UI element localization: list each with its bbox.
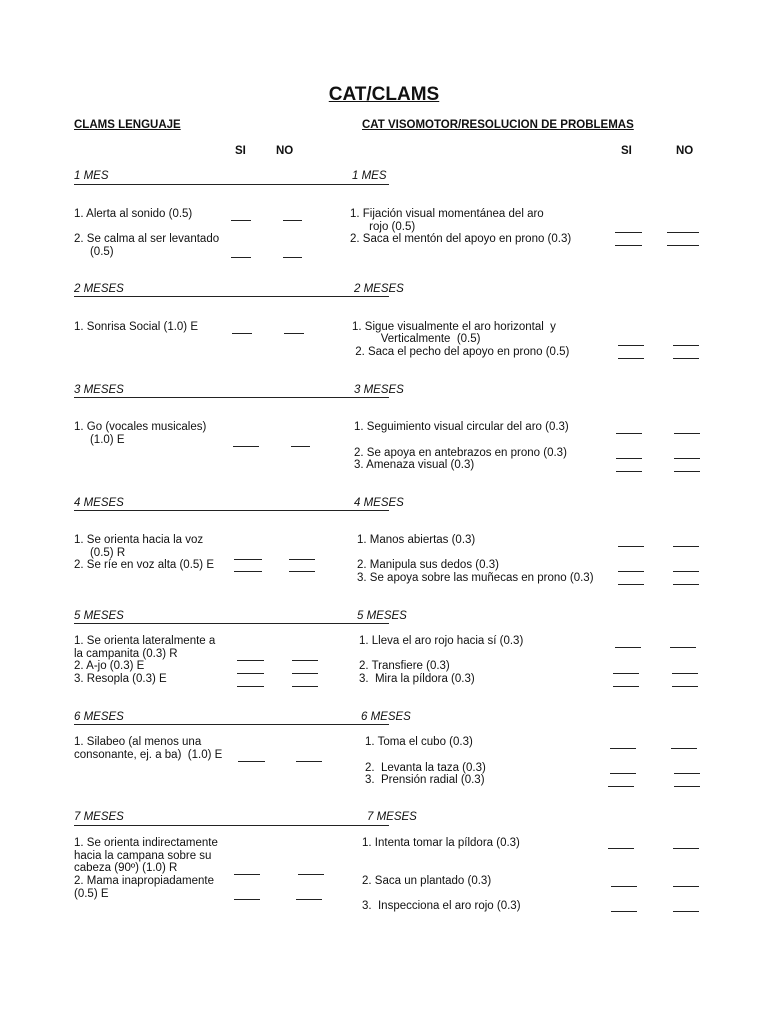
answer-blank-no[interactable] [292, 673, 318, 674]
answer-blank-si[interactable] [611, 886, 637, 887]
answer-blank-no[interactable] [667, 232, 699, 233]
answer-blank-si[interactable] [610, 748, 636, 749]
section-divider [74, 724, 389, 725]
section-divider [74, 825, 389, 826]
answer-blank-si[interactable] [616, 433, 642, 434]
item-text: 2. Saca el mentón del apoyo en prono (0.3) [350, 233, 572, 245]
answer-blank-si[interactable] [231, 257, 251, 258]
section-title-left: 2 MESES [74, 283, 124, 295]
section-title-left: 3 MESES [74, 384, 124, 396]
answer-blank-no[interactable] [296, 899, 322, 900]
section-divider [74, 623, 389, 624]
item-text: la campanita (0.3) R [74, 648, 178, 660]
item-text: 1. Toma el cubo (0.3) [365, 736, 473, 748]
item-text: 1. Sonrisa Social (1.0) E [74, 321, 199, 333]
answer-blank-si[interactable] [608, 848, 634, 849]
item-text: 3. Mira la píldora (0.3) [359, 673, 475, 685]
answer-blank-no[interactable] [674, 786, 700, 787]
answer-blank-si[interactable] [616, 471, 642, 472]
answer-blank-no[interactable] [673, 911, 699, 912]
answer-blank-si[interactable] [613, 686, 639, 687]
answer-blank-si[interactable] [237, 673, 264, 674]
answer-blank-no[interactable] [674, 458, 700, 459]
section-title-right: 5 MESES [357, 610, 407, 622]
item-text: 1. Go (vocales musicales) [74, 421, 207, 433]
section-divider [74, 184, 389, 185]
answer-blank-si[interactable] [610, 773, 636, 774]
answer-blank-no[interactable] [284, 333, 304, 334]
answer-blank-no[interactable] [292, 686, 318, 687]
answer-blank-no[interactable] [672, 686, 698, 687]
item-text: cabeza (90º) (1.0) R [74, 862, 178, 874]
item-text: 2. Transfiere (0.3) [359, 660, 450, 672]
item-text: (0.5) R [74, 547, 126, 559]
section-title-right: 6 MESES [361, 711, 411, 723]
item-text: 1. Seguimiento visual circular del aro (0.3) [354, 421, 569, 433]
answer-blank-no[interactable] [673, 358, 699, 359]
clams-header: CLAMS LENGUAJE [74, 119, 181, 131]
item-text: (1.0) E [74, 434, 125, 446]
section-title-right: 2 MESES [354, 283, 404, 295]
right-no-header: NO [676, 145, 694, 157]
item-text: 1. Intenta tomar la píldora (0.3) [362, 837, 520, 849]
answer-blank-si[interactable] [234, 899, 260, 900]
answer-blank-si[interactable] [615, 232, 642, 233]
item-text: 3. Se apoya sobre las muñecas en prono (0.3) [357, 572, 594, 584]
answer-blank-no[interactable] [673, 848, 699, 849]
answer-blank-si[interactable] [611, 911, 637, 912]
left-si-header: SI [235, 145, 246, 157]
answer-blank-si[interactable] [613, 673, 639, 674]
answer-blank-no[interactable] [674, 773, 700, 774]
item-text: 2. Mama inapropiadamente [74, 875, 214, 887]
item-text: 3. Inspecciona el aro rojo (0.3) [362, 900, 521, 912]
section-title-right: 3 MESES [354, 384, 404, 396]
item-text: 1. Manos abiertas (0.3) [357, 534, 476, 546]
item-text: 2. Se ríe en voz alta (0.5) E [74, 559, 214, 571]
answer-blank-si[interactable] [618, 546, 644, 547]
item-text: 1. Se orienta indirectamente [74, 837, 218, 849]
answer-blank-si[interactable] [237, 686, 264, 687]
item-text: hacia la campana sobre su [74, 850, 212, 862]
page-title: CAT/CLAMS [328, 84, 440, 105]
answer-blank-si[interactable] [234, 571, 262, 572]
section-title-left: 7 MESES [74, 811, 124, 823]
item-text: rojo (0.5) [350, 221, 416, 233]
item-text: 2. Saca un plantado (0.3) [362, 875, 492, 887]
section-title-left: 5 MESES [74, 610, 124, 622]
answer-blank-si[interactable] [237, 660, 264, 661]
answer-blank-no[interactable] [674, 471, 700, 472]
section-title-right: 1 MES [352, 170, 387, 182]
left-no-header: NO [276, 145, 294, 157]
item-text: 2. A-jo (0.3) E [74, 660, 145, 672]
section-divider [74, 510, 389, 511]
answer-blank-no[interactable] [289, 571, 315, 572]
section-title-left: 1 MES [74, 170, 109, 182]
item-text: 3. Prensión radial (0.3) [365, 774, 485, 786]
section-divider [74, 397, 389, 398]
answer-blank-no[interactable] [673, 546, 699, 547]
answer-blank-no[interactable] [292, 660, 318, 661]
section-divider [74, 296, 389, 297]
answer-blank-no[interactable] [298, 874, 324, 875]
item-text: 1. Sigue visualmente el aro horizontal y [352, 321, 556, 333]
answer-blank-si[interactable] [618, 571, 644, 572]
answer-blank-no[interactable] [670, 647, 696, 648]
answer-blank-no[interactable] [283, 220, 302, 221]
answer-blank-si[interactable] [232, 333, 252, 334]
item-text: 1. Fijación visual momentánea del aro [350, 208, 544, 220]
section-title-left: 6 MESES [74, 711, 124, 723]
item-text: Verticalmente (0.5) [352, 333, 481, 345]
answer-blank-no[interactable] [283, 257, 302, 258]
answer-blank-no[interactable] [673, 345, 699, 346]
answer-blank-si[interactable] [234, 559, 262, 560]
item-text: (0.5) E [74, 888, 109, 900]
answer-blank-si[interactable] [618, 358, 644, 359]
answer-blank-si[interactable] [608, 786, 634, 787]
answer-blank-si[interactable] [618, 345, 644, 346]
item-text: consonante, ej. a ba) (1.0) E [74, 749, 223, 761]
cat-header: CAT VISOMOTOR/RESOLUCION DE PROBLEMAS [362, 119, 634, 131]
answer-blank-no[interactable] [673, 571, 699, 572]
item-text: 1. Silabeo (al menos una [74, 736, 202, 748]
section-title-right: 7 MESES [367, 811, 417, 823]
answer-blank-si[interactable] [618, 584, 644, 585]
section-title-right: 4 MESES [354, 497, 404, 509]
item-text: 1. Lleva el aro rojo hacia sí (0.3) [359, 635, 524, 647]
item-text: 1. Se orienta hacia la voz [74, 534, 204, 546]
item-text: 1. Se orienta lateralmente a [74, 635, 216, 647]
answer-blank-no[interactable] [667, 245, 699, 246]
item-text: 2. Levanta la taza (0.3) [365, 762, 486, 774]
answer-blank-no[interactable] [289, 559, 315, 560]
answer-blank-si[interactable] [233, 446, 259, 447]
answer-blank-si[interactable] [615, 647, 641, 648]
item-text: (0.5) [74, 246, 114, 258]
answer-blank-no[interactable] [672, 673, 698, 674]
answer-blank-no[interactable] [673, 886, 699, 887]
section-title-left: 4 MESES [74, 497, 124, 509]
answer-blank-si[interactable] [238, 761, 265, 762]
item-text: 2. Se apoya en antebrazos en prono (0.3) [354, 447, 567, 459]
item-text: 3. Resopla (0.3) E [74, 673, 167, 685]
item-text: 2. Manipula sus dedos (0.3) [357, 559, 499, 571]
item-text: 1. Alerta al sonido (0.5) [74, 208, 193, 220]
item-text: 2. Saca el pecho del apoyo en prono (0.5) [352, 346, 570, 358]
answer-blank-no[interactable] [671, 748, 697, 749]
answer-blank-no[interactable] [291, 446, 310, 447]
right-si-header: SI [621, 145, 632, 157]
answer-blank-no[interactable] [674, 433, 700, 434]
answer-blank-no[interactable] [296, 761, 322, 762]
answer-blank-no[interactable] [673, 584, 699, 585]
answer-blank-si[interactable] [231, 220, 251, 221]
item-text: 2. Se calma al ser levantado [74, 233, 220, 245]
answer-blank-si[interactable] [615, 245, 642, 246]
answer-blank-si[interactable] [234, 874, 260, 875]
answer-blank-si[interactable] [616, 458, 642, 459]
item-text: 3. Amenaza visual (0.3) [354, 459, 475, 471]
